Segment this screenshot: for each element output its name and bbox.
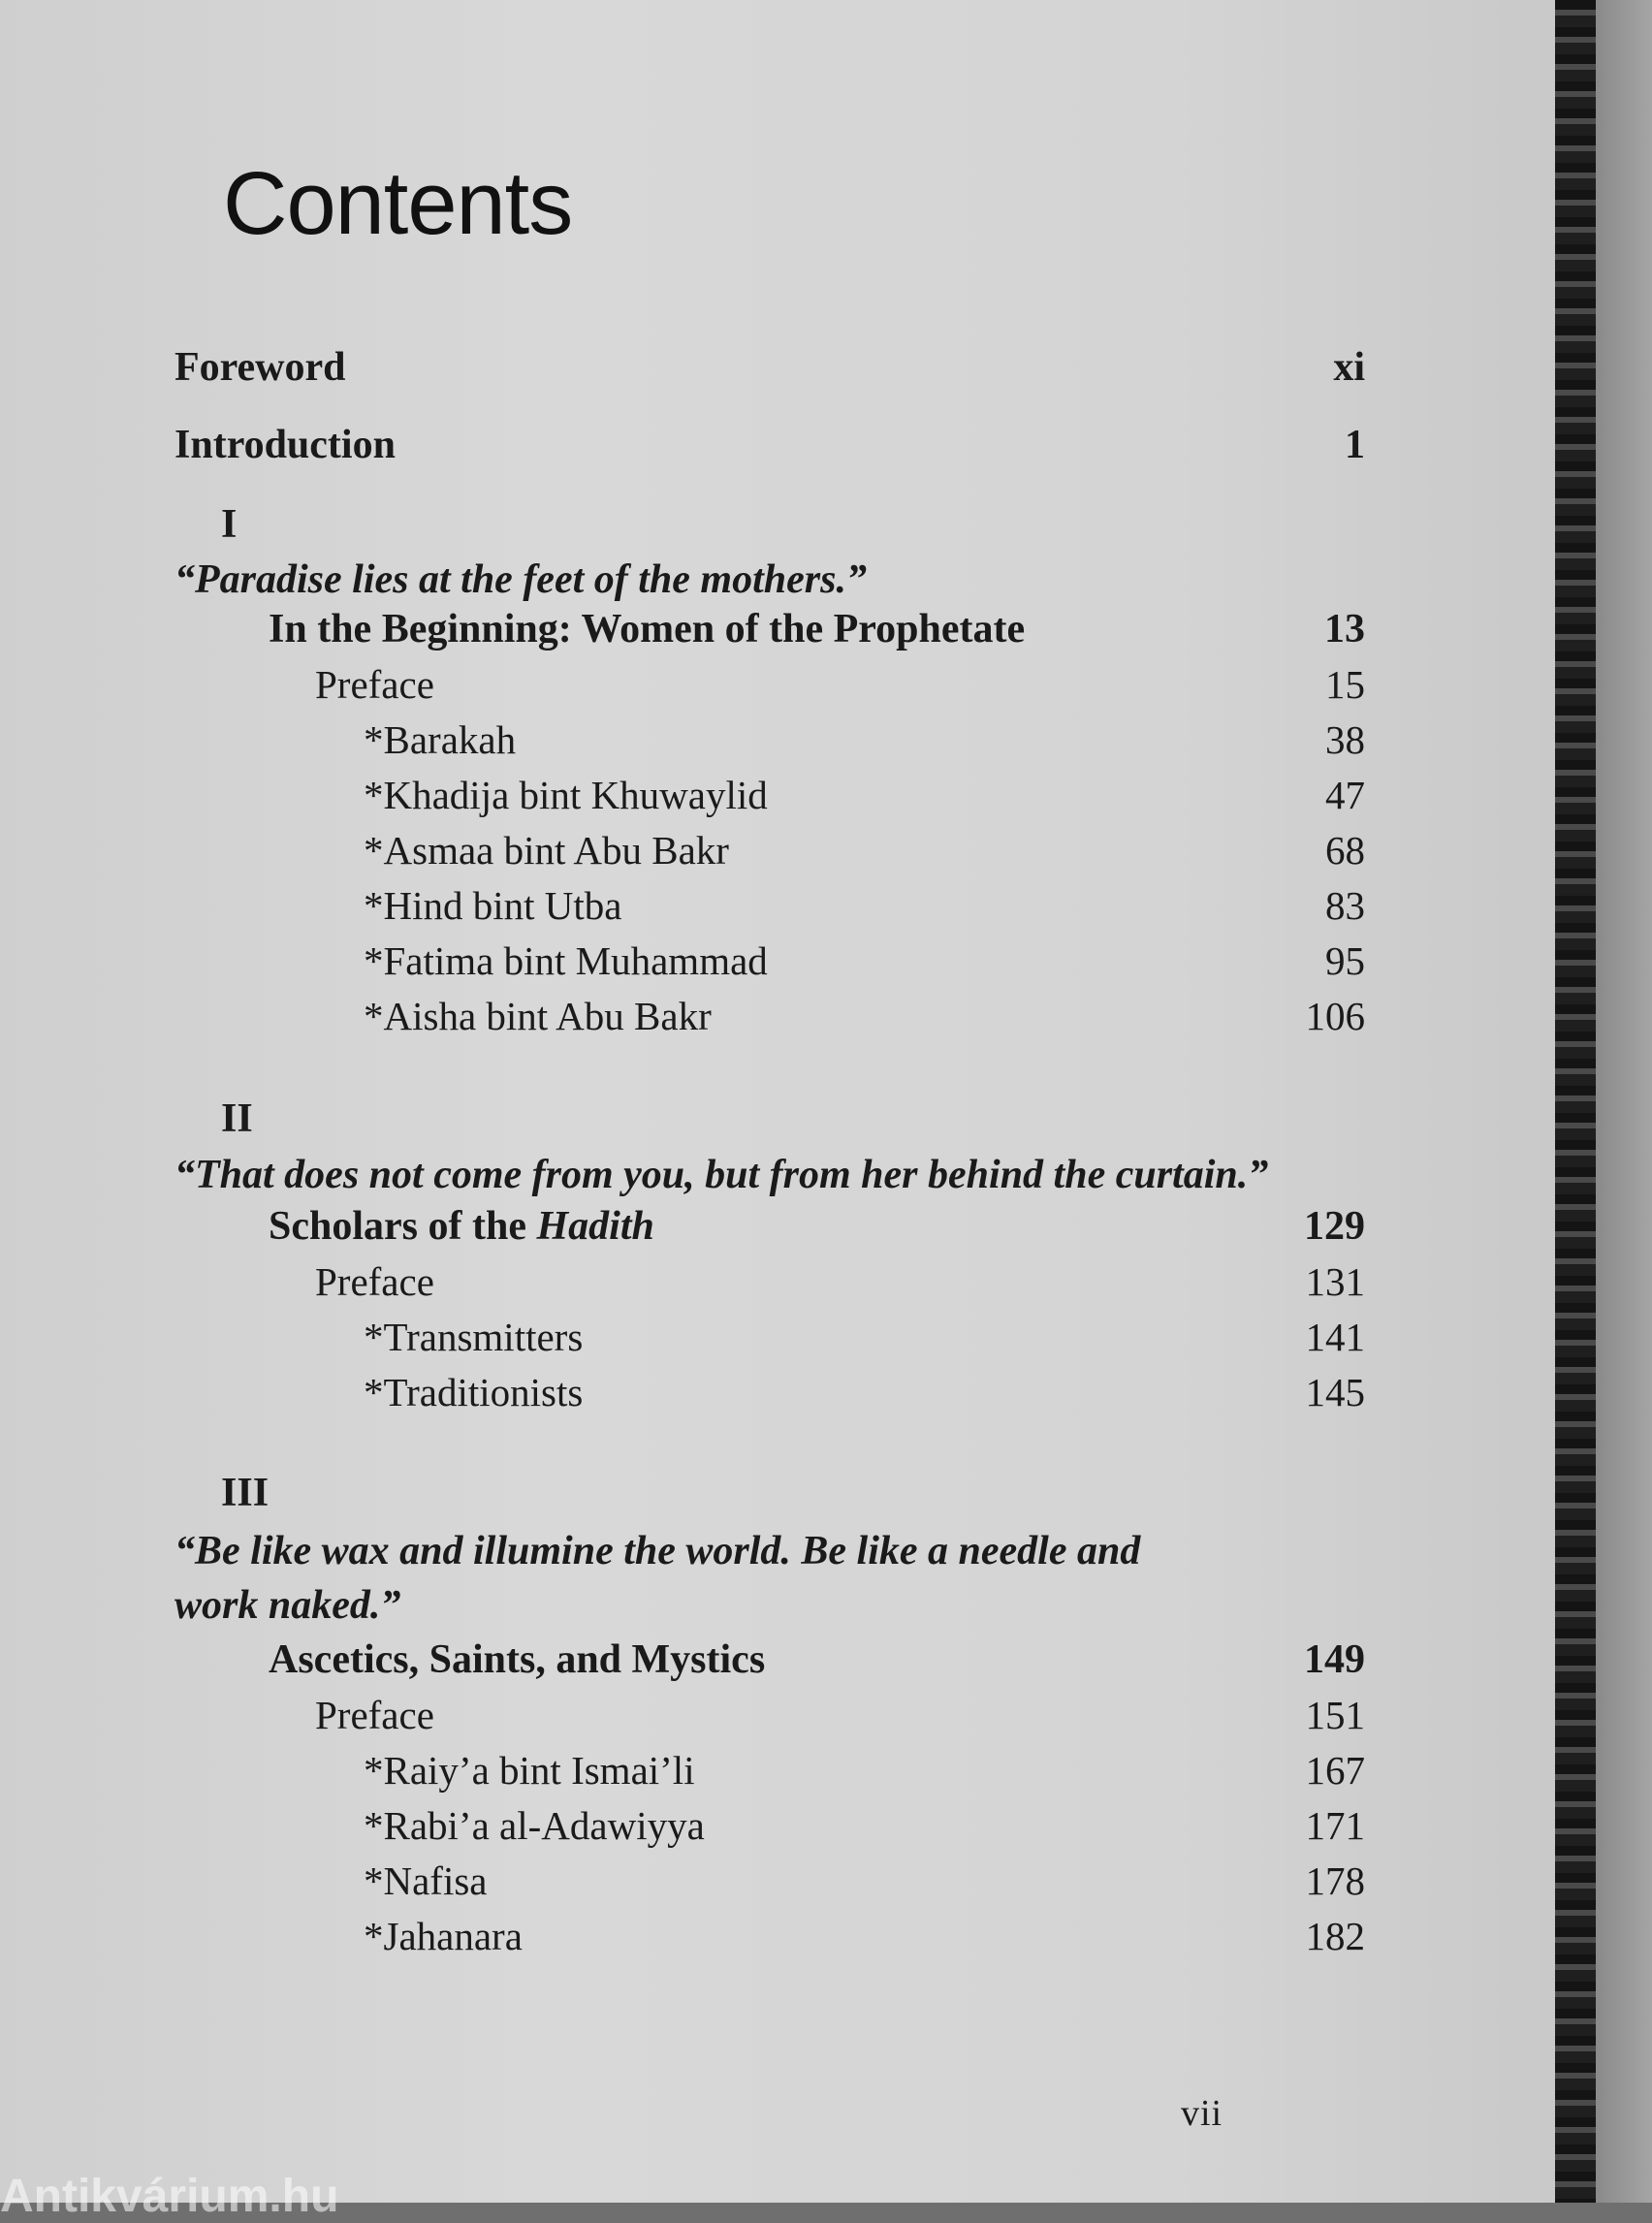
toc-preface [175, 1692, 1365, 1738]
entry-label: Foreword [175, 345, 346, 390]
toc-preface [175, 1258, 1365, 1305]
entry-label: *Traditionists [364, 1370, 584, 1414]
entry-page: 182 [1305, 1914, 1365, 1958]
entry-page: 167 [1305, 1748, 1365, 1793]
label-prefix: Scholars of the [269, 1204, 537, 1249]
toc-entry [175, 1747, 1365, 1794]
entry-page: 129 [1304, 1204, 1365, 1249]
toc-preface [175, 661, 1365, 708]
toc-entry [175, 1802, 1365, 1849]
page-title: Contents [223, 154, 573, 253]
entry-page: 178 [1305, 1858, 1365, 1903]
entry-page: 131 [1305, 1259, 1365, 1304]
toc-entry-introduction [175, 422, 1365, 468]
toc-entry [175, 937, 1365, 984]
entry-page: 171 [1305, 1803, 1365, 1848]
entry-page: 68 [1325, 828, 1365, 873]
part-numeral-2: II [221, 1096, 253, 1141]
entry-label: In the Beginning: Women of the Prophetate [269, 607, 1026, 651]
toc-entry [175, 1913, 1365, 1959]
label-italic: Hadith [536, 1204, 654, 1249]
entry-label: *Asmaa bint Abu Bakr [364, 828, 729, 873]
entry-label: Introduction [175, 423, 396, 467]
entry-page: 47 [1325, 773, 1365, 817]
entry-page: 151 [1305, 1693, 1365, 1737]
book-binding [1555, 0, 1596, 2203]
entry-label: Preface [315, 662, 434, 707]
entry-page: 83 [1325, 883, 1365, 928]
toc-entry [175, 993, 1365, 1039]
part-numeral-1: I [221, 502, 238, 547]
entry-label: *Hind bint Utba [364, 883, 622, 928]
epigraph-line: work naked.” [175, 1583, 401, 1628]
part-epigraph-3 [175, 1524, 1140, 1633]
entry-page: 95 [1325, 938, 1365, 983]
entry-page: 106 [1305, 994, 1365, 1038]
part-epigraph-2 [175, 1148, 1268, 1202]
toc-entry [175, 882, 1365, 929]
entry-label: Ascetics, Saints, and Mystics [269, 1637, 766, 1682]
toc-entry [175, 1369, 1365, 1415]
toc-chapter-2 [175, 1203, 1365, 1250]
entry-label: Preface [315, 1693, 434, 1737]
toc-entry [175, 1858, 1365, 1904]
toc-entry-foreword [175, 344, 1365, 391]
background-surface [1596, 0, 1652, 2203]
entry-page: 141 [1305, 1315, 1365, 1359]
entry-page: 1 [1345, 423, 1365, 467]
entry-label: *Jahanara [364, 1914, 523, 1958]
epigraph-line: “That does not come from you, but from her behind the curtain.” [175, 1153, 1269, 1197]
entry-page: 13 [1324, 607, 1365, 651]
entry-label: *Khadija bint Khuwaylid [364, 773, 768, 817]
entry-page: 38 [1325, 717, 1365, 762]
entry-label: *Nafisa [364, 1858, 488, 1903]
entry-label: *Fatima bint Muhammad [364, 938, 768, 983]
toc-entry [175, 772, 1365, 818]
entry-label [269, 1203, 654, 1250]
entry-page: xi [1333, 345, 1365, 390]
watermark: Antikvárium.hu [0, 2171, 339, 2222]
toc-entry [175, 716, 1365, 763]
part-epigraph-1 [175, 553, 867, 607]
entry-label: *Raiy’a bint Ismai’li [364, 1748, 695, 1793]
toc-chapter-1 [175, 606, 1365, 652]
entry-label: *Rabi’a al-Adawiyya [364, 1803, 705, 1848]
entry-page: 15 [1325, 662, 1365, 707]
entry-page: 145 [1305, 1370, 1365, 1414]
epigraph-line: “Paradise lies at the feet of the mothers.” [175, 557, 867, 602]
entry-label: Preface [315, 1259, 434, 1304]
part-numeral-3: III [221, 1471, 270, 1515]
entry-page: 149 [1304, 1637, 1365, 1682]
epigraph-line: “Be like wax and illumine the world. Be like a needle and [175, 1529, 1141, 1573]
entry-label: *Transmitters [364, 1315, 584, 1359]
toc-chapter-3 [175, 1636, 1365, 1683]
page-number: vii [1181, 2093, 1223, 2134]
toc-entry [175, 827, 1365, 873]
toc-entry [175, 1314, 1365, 1360]
entry-label: *Aisha bint Abu Bakr [364, 994, 712, 1038]
entry-label: *Barakah [364, 717, 517, 762]
